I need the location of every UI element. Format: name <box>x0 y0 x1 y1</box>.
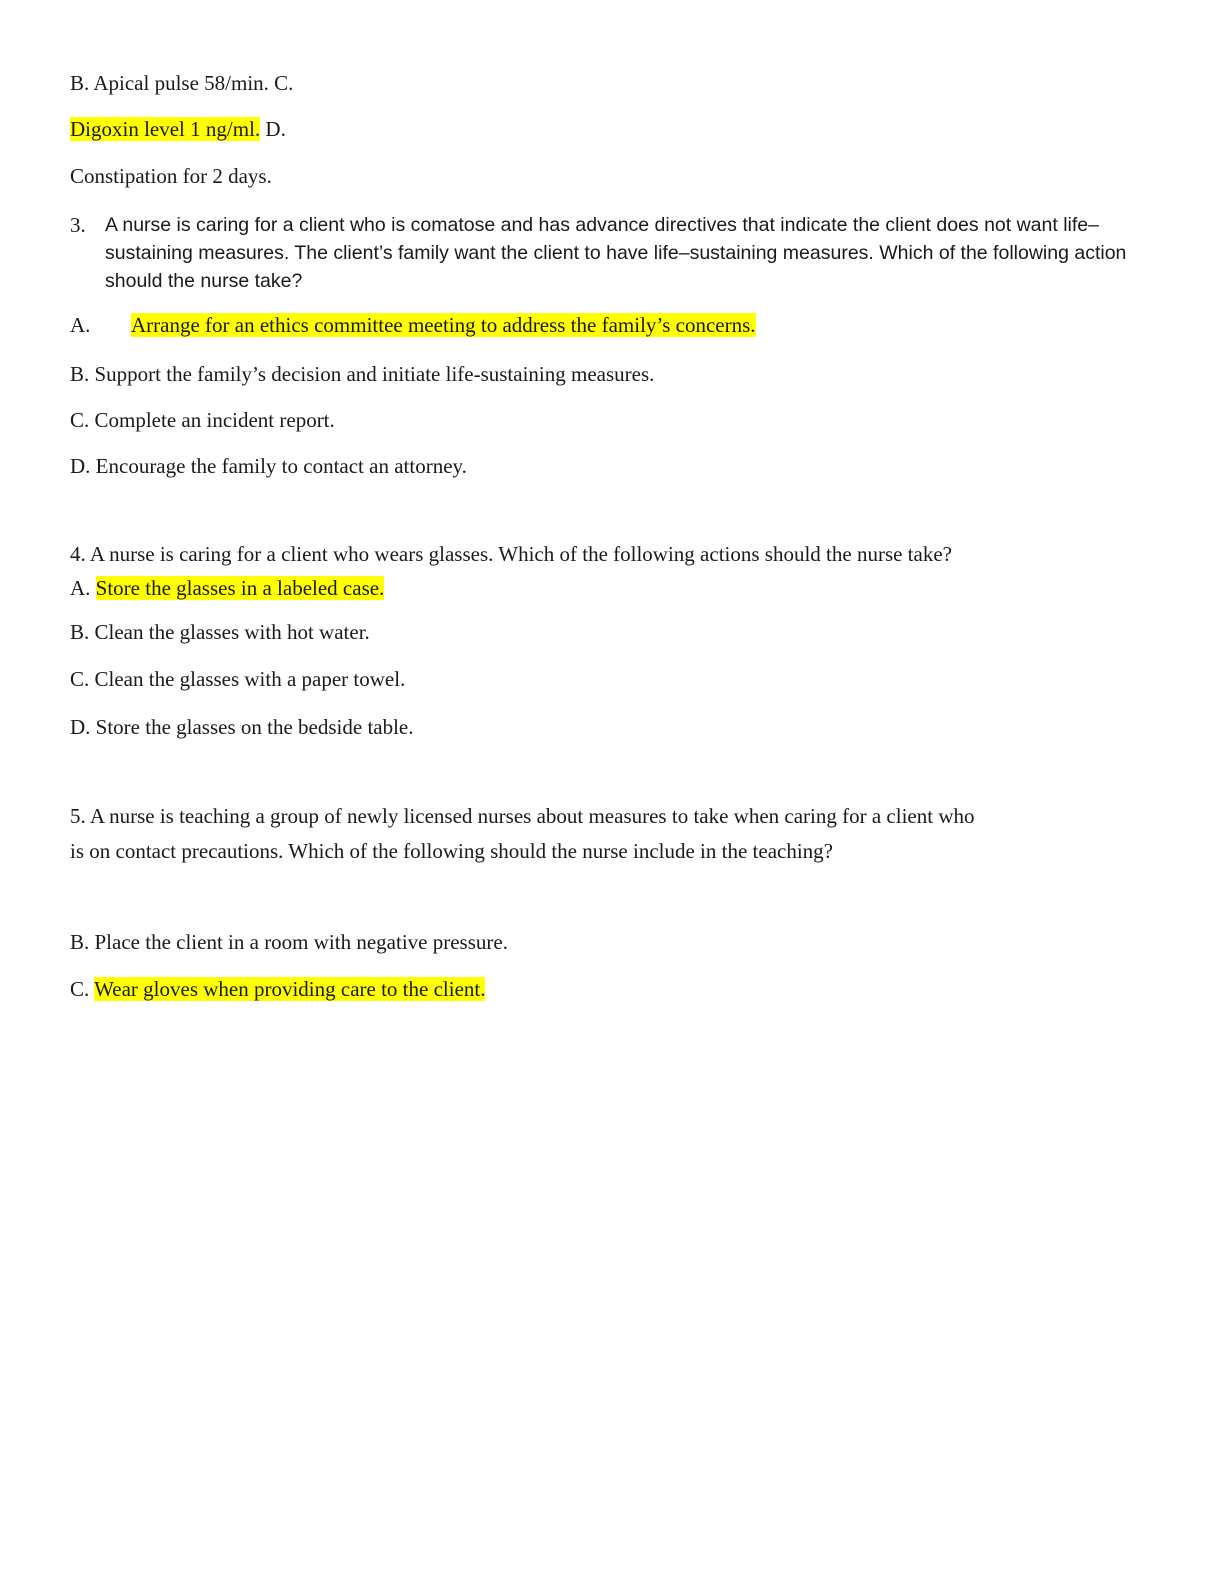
q4-option-d: D. Store the glasses on the bedside table. <box>70 715 414 739</box>
q3-option-c: C. Complete an incident report. <box>70 408 335 432</box>
q3-option-a <box>131 313 756 338</box>
q5-option-c-letter: C. <box>70 977 90 1001</box>
q2-option-d-letter: D. <box>260 117 286 141</box>
q4-answer-highlight: Store the glasses in a labeled case. <box>95 576 385 600</box>
q4-option-c: C. Clean the glasses with a paper towel. <box>70 667 406 691</box>
q2-option-c-line <box>70 117 286 142</box>
q4-stem: 4. A nurse is caring for a client who wears glasses. Which of the following actions should the nurse take? <box>70 542 952 566</box>
q5-option-b: B. Place the client in a room with negative pressure. <box>70 930 508 954</box>
q3-stem: A nurse is caring for a client who is comatose and has advance directives that indicate the client does not want life–sustaining measures. The client’s family want the client to have life–sustaining measures. Which of the following action should the nurse take? <box>105 214 1127 292</box>
q3-option-a-letter: A. <box>70 313 91 337</box>
q5-answer-highlight: Wear gloves when providing care to the client. <box>94 977 486 1001</box>
q3-number: 3. <box>70 213 86 237</box>
q4-option-a-letter: A. <box>70 576 91 600</box>
q3-answer-highlight: Arrange for an ethics committee meeting to address the family’s concerns. <box>131 313 756 337</box>
q4-option-b: B. Clean the glasses with hot water. <box>70 620 370 644</box>
q5-stem-line-2: is on contact precautions. Which of the following should the nurse include in the teaching? <box>70 839 833 863</box>
q5-option-c <box>70 977 485 1002</box>
q2-answer-highlight: Digoxin level 1 ng/ml. <box>70 117 261 141</box>
q3-option-b: B. Support the family’s decision and initiate life-sustaining measures. <box>70 362 655 386</box>
q3-option-d: D. Encourage the family to contact an attorney. <box>70 454 467 478</box>
q2-option-b-line: B. Apical pulse 58/min. C. <box>70 71 294 95</box>
q5-stem-line-1: 5. A nurse is teaching a group of newly licensed nurses about measures to take when caring for a client who <box>70 804 975 828</box>
q2-option-d-line: Constipation for 2 days. <box>70 164 272 188</box>
q4-option-a <box>70 576 384 601</box>
